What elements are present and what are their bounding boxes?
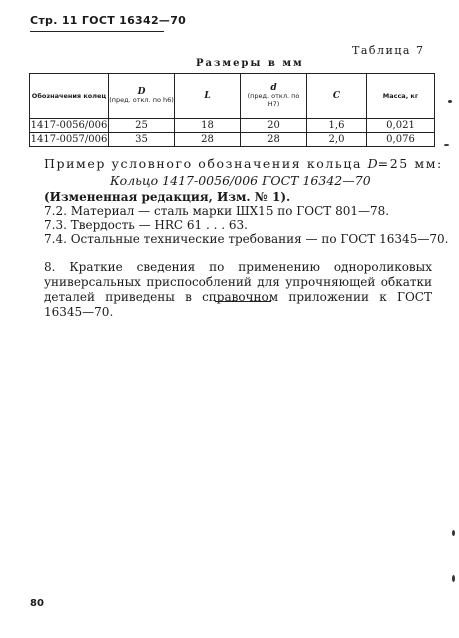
table-header-row [30,74,435,119]
scan-speck [444,144,449,146]
col-d-header: d (пред. откл. по H7) [241,74,307,119]
clause-7-4: 7.4. Остальные технические требования — по ГОСТ 16345—70. [44,232,449,246]
scan-speck [452,575,455,582]
page-number: 80 [30,598,44,609]
page-header: Стр. 11 ГОСТ 16342—70 [30,14,187,27]
dimensions-table [29,73,435,147]
table-label: Таблица 7 [352,44,425,57]
col-L-header: L [175,74,241,119]
cell-D: 25 [109,119,175,133]
scan-speck [452,530,455,536]
col-D-header: D (пред. откл. по h6) [109,74,175,119]
cell-L: 28 [175,133,241,147]
scan-speck [448,100,452,103]
cell-designation: 1417-0056/006 [30,120,108,131]
cell-C: 1,6 [307,119,367,133]
table-row [30,119,435,133]
example-variable: D [367,156,378,171]
cell-d: 28 [241,133,307,147]
cell-mass: 0,021 [367,119,435,133]
cell-D: 35 [109,133,175,147]
cell-L: 18 [175,119,241,133]
header-rule [30,31,164,32]
example-value: =25 мм: [377,156,443,171]
end-rule [215,301,271,302]
cell-designation: 1417-0057/006 [30,134,108,145]
sizes-caption: Размеры в мм [196,58,304,69]
col-C-header: C [307,74,367,119]
clause-8: 8. Краткие сведения по применению однороликовых универсальных приспособлений для упрочняющей обкатки деталей приведены в справочном приложении к ГОСТ 16345—70. [44,260,432,319]
cell-mass: 0,076 [367,133,435,147]
cell-d: 20 [241,119,307,133]
clause-7-3: 7.3. Твердость — HRC 61 . . . 63. [44,218,248,232]
example-lead: Пример условного обозначения кольца [44,156,368,171]
amendment-note: (Измененная редакция, Изм. № 1). [44,190,291,204]
col-mass-header: Масса, кг [367,74,435,119]
col-designation-header: Обозначения колец [30,74,109,119]
table-row [30,133,435,147]
clause-7-2: 7.2. Материал — сталь марки ШХ15 по ГОСТ 801—78. [44,204,390,218]
ring-designation: Кольцо 1417-0056/006 ГОСТ 16342—70 [110,173,371,188]
designation-example [44,156,443,171]
cell-C: 2,0 [307,133,367,147]
